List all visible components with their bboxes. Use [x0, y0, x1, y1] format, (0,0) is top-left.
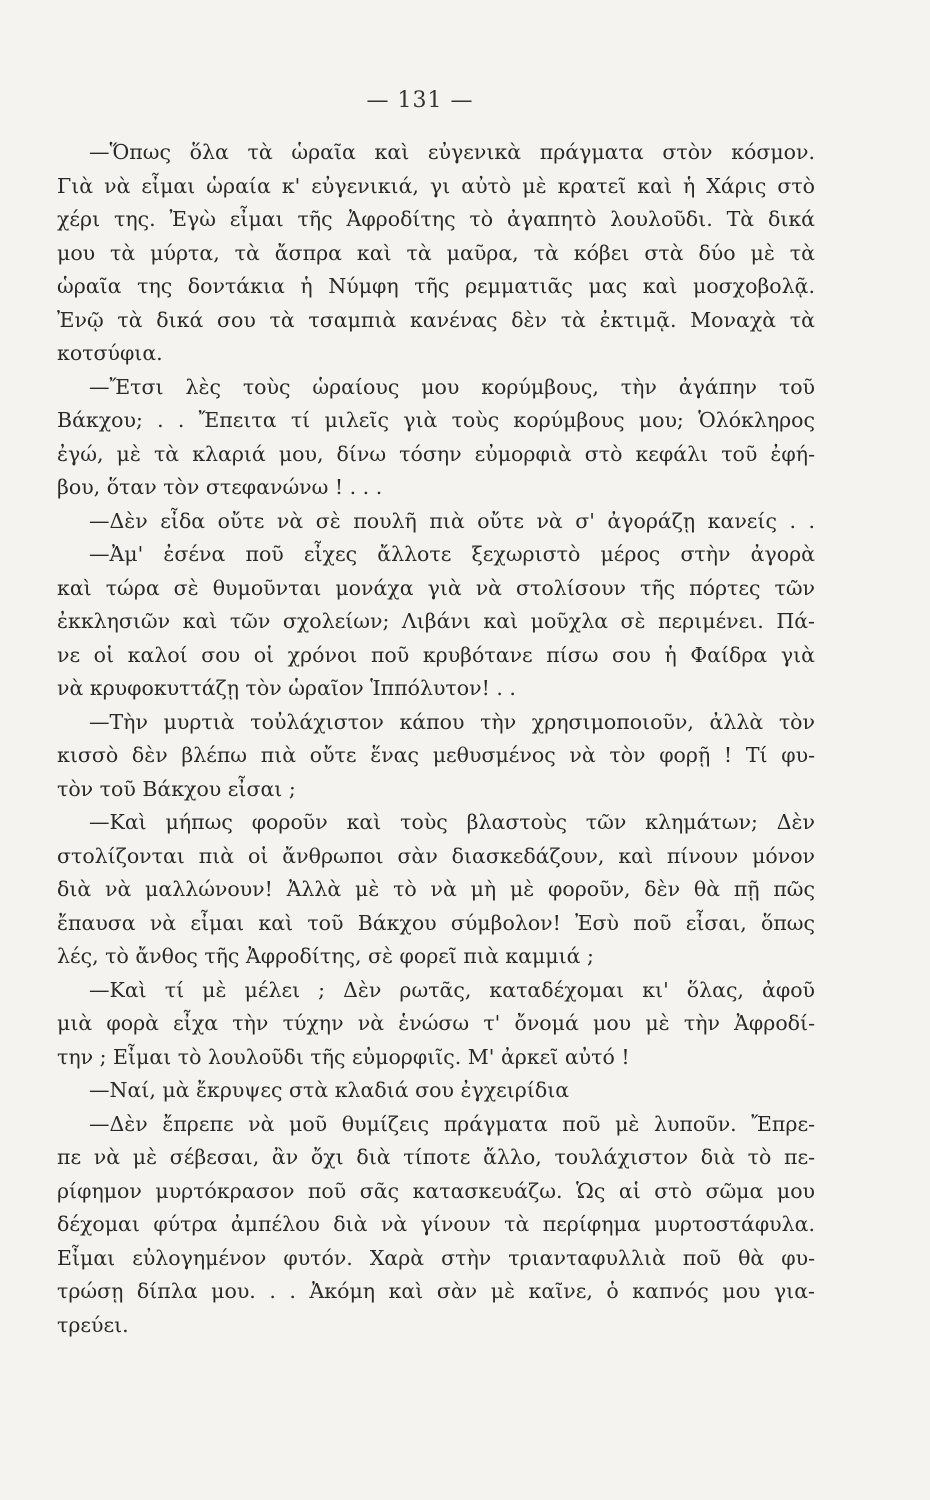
text-line: ἐγώ, μὲ τὰ κλαριά μου, δίνω τόσην εὐμορφιὰ στὸ κεφάλι τοῦ ἐφή- [57, 441, 815, 466]
text-line: ἐκκλησιῶν καὶ τῶν σχολείων; Λιβάνι καὶ μοῦχλα σὲ περιμένει. Πά- [57, 609, 815, 633]
text-line: —Ναί, μὰ ἔκρυψες στὰ κλαδιά σου ἐγχειρίδια [89, 1078, 570, 1102]
text-line: τὸν τοῦ Βάκχου εἶσαι ; [57, 776, 296, 801]
text-line: χέρι της. Ἐγὼ εἶμαι τῆς Ἀφροδίτης τὸ ἀγαπητὸ λουλοῦδι. Τὰ δικά [57, 207, 815, 231]
body-text [57, 136, 815, 1342]
text-line: νε οἱ καλοί σου οἱ χρόνοι ποῦ κρυβότανε πίσω σου ἡ Φαίδρα γιὰ [57, 642, 815, 667]
text-line: Βάκχου; . . Ἔπειτα τί μιλεῖς γιὰ τοὺς κορύμβους μου; Ὁλόκληρος [57, 408, 815, 432]
text-line: —Δὲν εἶδα οὔτε νὰ σὲ πουλῆ πιὰ οὔτε νὰ σ' ἀγοράζῃ κανείς . . [89, 508, 815, 533]
text-line: δέχομαι φύτρα ἀμπέλου διὰ νὰ γίνουν τὰ περίφημα μυρτοστάφυλα. [57, 1212, 815, 1236]
text-line: καὶ τώρα σὲ θυμοῦνται μονάχα γιὰ νὰ στολίσουν τῆς πόρτες τῶν [57, 575, 815, 600]
text-line: Ἐνῷ τὰ δικά σου τὰ τσαμπιὰ κανένας δὲν τὰ ἐκτιμᾷ. Μοναχὰ τὰ [57, 307, 815, 332]
text-line: κισσὸ δὲν βλέπω πιὰ οὔτε ἕνας μεθυσμένος νὰ τὸν φορῇ ! Τί φυ- [57, 743, 815, 767]
page-number: — 131 — [366, 88, 474, 113]
text-line: μου τὰ μύρτα, τὰ ἄσπρα καὶ τὰ μαῦρα, τὰ κόβει στὰ δύο μὲ τὰ [57, 240, 815, 265]
text-line: —Ἀμ' ἐσένα ποῦ εἶχες ἄλλοτε ξεχωριστὸ μέρος στὴν ἀγορὰ [89, 542, 815, 566]
text-line: τρεύει. [57, 1312, 129, 1337]
text-line: λές, τὸ ἄνθος τῆς Ἀφροδίτης, σὲ φορεῖ πιὰ καμμιά ; [57, 944, 594, 968]
text-line: Γιὰ νὰ εἶμαι ὡραία κ' εὐγενικιά, γι αὐτὸ μὲ κρατεῖ καὶ ἡ Χάρις στὸ [57, 173, 815, 198]
text-line: ρίφημον μυρτόκρασον ποῦ σᾶς κατασκευάζω. Ὡς αἱ στὸ σῶμα μου [57, 1178, 815, 1203]
text-line: —Τὴν μυρτιὰ τοὐλάχιστον κάπου τὴν χρησιμοποιοῦν, ἀλλὰ τὸν [89, 709, 815, 734]
text-line: ὡραῖα της δοντάκια ἡ Νύμφη τῆς ρεμματιᾶς μας καὶ μοσχοβολᾷ. [57, 274, 815, 298]
text-line: στολίζονται πιὰ οἱ ἄνθρωποι σὰν διασκεδάζουν, καὶ πίνουν μόνον [57, 843, 815, 868]
text-line: —Ὅπως ὅλα τὰ ὡραῖα καὶ εὐγενικὰ πράγματα στὸν κόσμον. [89, 140, 815, 164]
text-line: μιὰ φορὰ εἶχα τὴν τύχην νὰ ἑνώσω τ' ὄνομά μου μὲ τὴν Ἀφροδί- [57, 1011, 815, 1035]
text-line: βου, ὅταν τὸν στεφανώνω ! . . . [57, 475, 383, 499]
text-line: κοτσύφια. [57, 341, 163, 365]
text-line: την ; Εἶμαι τὸ λουλοῦδι τῆς εὐμορφιῖς. Μ' ἀρκεῖ αὐτό ! [57, 1044, 630, 1069]
text-line: νὰ κρυφοκυττάζῃ τὸν ὡραῖον Ἱππόλυτον! . . [57, 676, 516, 700]
text-line: ἔπαυσα νὰ εἶμαι καὶ τοῦ Βάκχου σύμβολον! Ἐσὺ ποῦ εἶσαι, ὅπως [57, 910, 815, 935]
text-line: πε νὰ μὲ σέβεσαι, ἂν ὄχι διὰ τίποτε ἄλλο, τουλάχιστον διὰ τὸ πε- [57, 1145, 815, 1169]
text-line: —Δὲν ἔπρεπε νὰ μοῦ θυμίζεις πράγματα ποῦ μὲ λυποῦν. Ἔπρε- [89, 1111, 815, 1136]
text-line: —Καὶ τί μὲ μέλει ; Δὲν ρωτᾶς, καταδέχομαι κι' ὅλας, ἀφοῦ [89, 977, 815, 1002]
text-line: —Καὶ μήπως φοροῦν καὶ τοὺς βλαστοὺς τῶν κλημάτων; Δὲν [89, 810, 815, 834]
text-line: διὰ νὰ μαλλώνουν! Ἀλλὰ μὲ τὸ νὰ μὴ μὲ φοροῦν, δὲν θὰ πῇ πῶς [57, 877, 815, 901]
text-line: —Ἔτσι λὲς τοὺς ὡραίους μου κορύμβους, τὴν ἀγάπην τοῦ [89, 374, 815, 399]
text-line: τρώσῃ δίπλα μου. . . Ἀκόμη καὶ σὰν μὲ καῖνε, ὁ καπνός μου για- [57, 1279, 815, 1303]
text-line: Εἶμαι εὐλογημένον φυτόν. Χαρὰ στὴν τριανταφυλλιὰ ποῦ θὰ φυ- [57, 1245, 815, 1270]
